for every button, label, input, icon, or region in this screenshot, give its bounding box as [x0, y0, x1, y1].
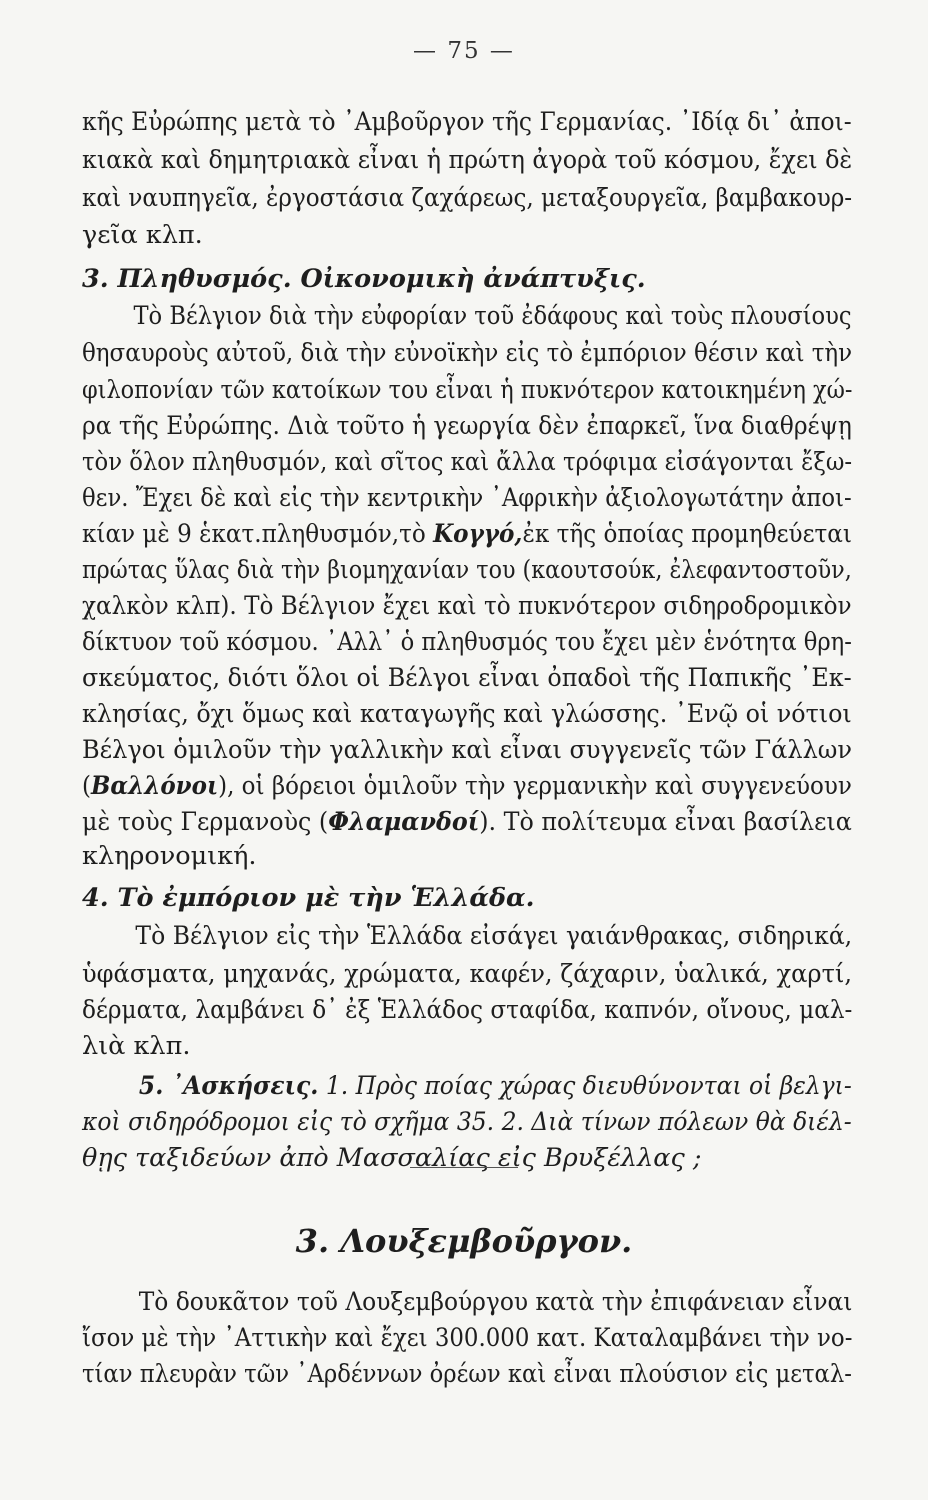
text-line: κοὶ σιδηρόδρομοι εἰς τὸ σχῆμα 35. 2. Διὰ τίνων πόλεων θὰ διέλ-: [82, 1107, 852, 1137]
text-line: Βέλγοι ὁμιλοῦν τὴν γαλλικὴν καὶ εἶναι συγγενεῖς τῶν Γάλλων: [82, 735, 853, 765]
text-line: Τὸ Βέλγιον εἰς τὴν Ἑλλάδα εἰσάγει γαιάνθρακας, σιδηρικά,: [135, 921, 853, 951]
text-line: κληρονομική.: [82, 841, 257, 871]
text-line: Τὸ Βέλγιον διὰ τὴν εὐφορίαν τοῦ ἐδάφους καὶ τοὺς πλουσίους: [133, 301, 852, 331]
text-line: λιὰ κλπ.: [82, 1031, 191, 1061]
text-span: (: [82, 771, 91, 801]
section-heading-4: 4. Τὸ ἐμπόριον μὲ τὴν Ἑλλάδα.: [82, 883, 535, 913]
text-span: ), οἱ βόρειοι ὁμιλοῦν τὴν γερμανικὴν καὶ συγγενεύουν: [218, 771, 852, 801]
text-line: τίαν πλευρὰν τῶν ᾿Αρδέννων ὀρέων καὶ εἶναι πλούσιον εἰς μεταλ-: [82, 1359, 852, 1389]
text-span: κίαν μὲ 9 ἑκατ.πληθυσμόν,τὸ: [82, 519, 434, 549]
text-span: 1. Πρὸς ποίας χώρας διευθύνονται οἱ βελγι-: [325, 1071, 852, 1101]
section-title: 3. Λουξεμβοῦργον.: [295, 1222, 633, 1260]
bold-term: Φλαμανδοί: [328, 807, 480, 837]
text-line: ἴσον μὲ τὴν ᾿Αττικὴν καὶ ἔχει 300.000 κατ. Καταλαμβάνει τὴν νο-: [82, 1323, 853, 1353]
text-line: χαλκὸν κλπ). Τὸ Βέλγιον ἔχει καὶ τὸ πυκνότερον σιδηροδρομικὸν: [82, 591, 852, 621]
text-line: [82, 770, 852, 802]
bold-term: Βαλλόνοι: [90, 771, 219, 801]
text-line: Τὸ δουκᾶτον τοῦ Λουξεμβούργου κατὰ τὴν ἐπιφάνειαν εἶναι: [138, 1287, 853, 1317]
section-heading-3: 3. Πληθυσμός. Οἰκονομικὴ ἀνάπτυξις.: [82, 264, 646, 294]
text-line: φιλοπονίαν τῶν κατοίκων του εἶναι ἡ πυκνότερον κατοικημένη χώ-: [82, 375, 853, 405]
section-divider: [410, 1167, 518, 1168]
bold-term: Κογγό,: [433, 519, 523, 549]
text-line: [82, 518, 852, 550]
text-line: κιακὰ καὶ δημητριακὰ εἶναι ἡ πρώτη ἀγορὰ τοῦ κόσμου, ἔχει δὲ: [82, 145, 853, 175]
text-line: θεν. Ἔχει δὲ καὶ εἰς τὴν κεντρικὴν ᾿Αφρικὴν ἀξιολογωτάτην ἀποι-: [82, 483, 852, 513]
text-line: δίκτυον τοῦ κόσμου. ᾿Αλλ᾿ ὁ πληθυσμός του ἔχει μὲν ἑνότητα θρη-: [82, 627, 852, 657]
text-line: πρώτας ὕλας διὰ τὴν βιομηχανίαν του (καουτσούκ, ἐλεφαντοστοῦν,: [82, 555, 852, 585]
text-line: τὸν ὅλον πληθυσμόν, καὶ σῖτος καὶ ἄλλα τρόφιμα εἰσάγονται ἔξω-: [82, 447, 853, 477]
text-line: γεῖα κλπ.: [82, 220, 203, 250]
text-line: κλησίας, ὄχι ὅμως καὶ καταγωγῆς καὶ γλώσσης. ᾿Ενῷ οἱ νότιοι: [82, 699, 852, 729]
text-line: ρα τῆς Εὐρώπης. Διὰ τοῦτο ἡ γεωργία δὲν ἐπαρκεῖ, ἵνα διαθρέψῃ: [82, 411, 852, 441]
text-line: σκεύματος, διότι ὅλοι οἱ Βέλγοι εἶναι ὀπαδοὶ τῆς Παπικῆς ᾿Εκ-: [82, 663, 852, 693]
text-line: θησαυροὺς αὐτοῦ, διὰ τὴν εὐνοϊκὴν εἰς τὸ ἐμπόριον θέσιν καὶ τὴν: [82, 338, 853, 368]
text-line: [82, 806, 852, 838]
text-line: θῃς ταξιδεύων ἀπὸ Μασσαλίας εἰς Βρυξέλλας ;: [82, 1143, 702, 1173]
page-number: — 75 —: [413, 38, 515, 64]
text-line: κῆς Εὐρώπης μετὰ τὸ ᾿Αμβοῦργον τῆς Γερμανίας. ᾿Ιδίᾳ δι᾿ ἀποι-: [82, 107, 852, 137]
text-line: ὑφάσματα, μηχανάς, χρώματα, καφέν, ζάχαριν, ὑαλικά, χαρτί,: [82, 959, 853, 989]
text-span: ἐκ τῆς ὁποίας προμηθεύεται: [522, 519, 852, 549]
text-line: [82, 1070, 852, 1102]
text-span: ). Τὸ πολίτευμα εἶναι βασίλεια: [479, 807, 852, 837]
text-line: δέρματα, λαμβάνει δ᾿ ἐξ Ἑλλάδος σταφίδα, καπνόν, οἴνους, μαλ-: [82, 995, 853, 1025]
text-line: καὶ ναυπηγεῖα, ἐργοστάσια ζαχάρεως, μεταξουργεῖα, βαμβακουρ-: [82, 183, 853, 213]
text-span: μὲ τοὺς Γερμανοὺς (: [82, 807, 329, 837]
exercise-label: 5. ᾿Ασκήσεις.: [138, 1071, 319, 1101]
